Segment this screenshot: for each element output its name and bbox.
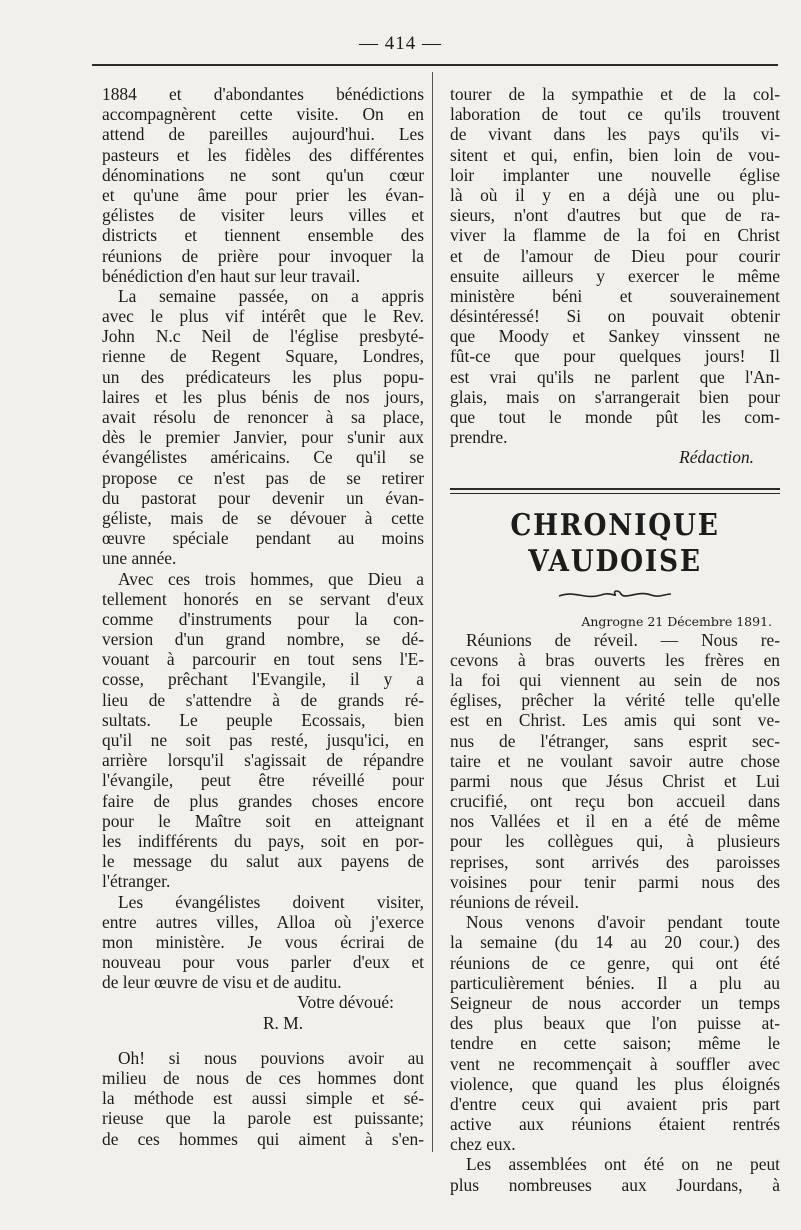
text-line: sultats. Le peuple Ecossais, bien [102, 709, 424, 730]
text-line: nos Vallées et il en a été de même [450, 811, 780, 832]
text-line: vouant à parcourir en tout sens l'E- [102, 649, 424, 670]
text-line: faire de plus grandes choses encore [102, 790, 424, 811]
header-rule [92, 64, 778, 66]
text-line: Les évangélistes doivent visiter, [118, 891, 424, 912]
paragraph [102, 569, 424, 892]
text-line: l'évangile, peut être réveillé pour [102, 770, 424, 791]
text-line: du pastorat pour devenir un évan- [102, 487, 424, 508]
text-line: nouveau pour vous parler d'eux et [102, 952, 424, 973]
text-line: qu'il ne soit pas resté, jusqu'ici, en [102, 730, 424, 750]
text-line: viver la flamme de la foi en Christ [450, 225, 780, 246]
text-line: tellement honorés en se servant d'eux [102, 588, 424, 609]
text-line: gélistes de visiter leurs villes et [102, 205, 424, 226]
text-line: œuvre spéciale pendant au moins [102, 528, 424, 549]
section-double-rule [450, 488, 780, 494]
text-line: cosse, prêchant l'Evangile, il y a [102, 669, 424, 690]
text-line: des plus beaux que l'on puisse at- [450, 1013, 780, 1034]
text-line: fût-ce que pour quelques jours! Il [450, 346, 780, 367]
text-line: Oh! si nous pouvions avoir au [118, 1047, 424, 1068]
text-line: pour les collègues qui, à plusieurs [450, 831, 780, 852]
text-line: particulièrement bénies. Il a plu au [450, 972, 780, 993]
signoff-line-2: R. M. [262, 1012, 304, 1033]
text-line: voisines pour tenir parmi nous des [450, 871, 780, 892]
text-line: et qu'une âme pour prier les évan- [102, 184, 424, 205]
text-line: l'étranger. [102, 871, 171, 892]
text-line: glais, mais on s'arrangerait bien pour [450, 386, 780, 407]
text-line: Avec ces trois hommes, que Dieu a [118, 568, 424, 589]
text-line: de leur œuvre de visu et de auditu. [102, 972, 342, 993]
text-line: églises, prêcher la vérité telle qu'elle [450, 690, 780, 711]
text-line: Les assemblées ont été on ne peut [466, 1154, 780, 1175]
text-line: entre autres villes, Alloa où j'exerce [102, 911, 424, 932]
text-line: réunions de ce genre, qui ont été [450, 952, 780, 973]
column-divider [432, 72, 433, 1152]
text-line: lieu de s'attendre à de grands ré- [102, 689, 424, 710]
text-line: que tout le monde pût les com- [450, 407, 780, 427]
text-line: la foi qui viennent au sein de nos [450, 669, 780, 690]
text-line: districts et tiennent ensemble des [102, 225, 424, 246]
dateline: Angrogne 21 Décembre 1891. [581, 613, 772, 629]
text-line: Seigneur de nous accorder un temps [450, 992, 780, 1013]
text-line: nus de l'étranger, sans esprit sec- [450, 730, 780, 751]
text-line: cevons à bras ouverts les frères en [450, 649, 780, 670]
signoff-line-1: Votre dévoué: [297, 992, 394, 1013]
text-line: milieu de nous de ces hommes dont [102, 1068, 424, 1088]
text-line: Réunions de réveil. — Nous re- [466, 629, 780, 650]
text-line: plus nombreuses aux Jourdans, à [450, 1174, 780, 1195]
text-line: vent ne recommençait à souffler avec [450, 1053, 780, 1074]
text-line: loir implanter une nouvelle église [450, 164, 780, 185]
text-line: là où il y en a déjà une ou plu- [450, 184, 780, 205]
text-line: le message du salut aux payens de [102, 851, 424, 872]
text-line: pour le Maître soit en atteignant [102, 810, 424, 831]
paragraph [450, 1154, 780, 1194]
right-paragraphs [450, 630, 780, 1195]
text-line: propose ce n'est pas de se retirer [102, 467, 424, 488]
text-line: une année. [102, 548, 177, 569]
text-line: avait résolu de renoncer à sa place, [102, 407, 424, 427]
text-line: les indifférents du pays, soit en por- [102, 830, 424, 851]
text-line: crucifié, ont reçu bon accueil dans [450, 791, 780, 812]
text-line: réunions de réveil. [450, 892, 579, 912]
text-line: prendre. [450, 427, 508, 448]
text-line: taire et ne voulant savoir autre chose [450, 750, 780, 771]
text-line: avec le plus vif intérêt que le Rev. [102, 306, 424, 327]
text-line: que Moody et Sankey vinssent ne [450, 326, 780, 347]
text-line: 1884 et d'abondantes bénédictions [102, 84, 424, 104]
text-line: dès le premier Janvier, pour s'unir aux [102, 427, 424, 448]
text-line: accompagnèrent cette visite. On en [102, 104, 424, 125]
text-line: la méthode est aussi simple et sé- [102, 1088, 424, 1109]
text-line: et de l'amour de Dieu pour courir [450, 245, 780, 266]
text-line: un des prédicateurs les plus popu- [102, 366, 424, 387]
paragraph [450, 912, 780, 1154]
section-title: CHRONIQUE VAUDOISE [510, 507, 720, 579]
text-line: John N.c Neil de l'église presbyté- [102, 326, 424, 347]
continued-paragraph [450, 84, 780, 447]
text-line: réunions de prière pour invoquer la [102, 245, 424, 266]
spacer [102, 1033, 424, 1048]
text-line: parmi nous que Jésus Christ et Lui [450, 770, 780, 791]
text-line: de ces hommes qui aiment à s'en- [102, 1128, 424, 1149]
text-line: version d'un grand nombre, se dé- [102, 629, 424, 650]
text-line: dénominations ne sont qu'un cœur [102, 164, 424, 185]
text-line: comme d'instruments pour la con- [102, 608, 424, 629]
text-line: laboration de tout ce qu'ils trouvent [450, 104, 780, 125]
text-line: mon ministère. Je vous écrirai de [102, 931, 424, 952]
text-line: la semaine (du 14 au 20 cour.) des [450, 932, 780, 953]
text-line: Nous venons d'avoir pendant toute [466, 912, 780, 933]
page-number: — 414 — [359, 33, 442, 54]
text-line: sieurs, n'ont d'autres but que de ra- [450, 205, 780, 226]
ornament-flourish-icon [555, 588, 675, 602]
text-line: arrière lorsqu'il s'agissait de répandre [102, 750, 424, 771]
text-line: est en Christ. Les amis qui sont ve- [450, 710, 780, 731]
text-line: chez eux. [450, 1134, 516, 1155]
text-line: attend de pareilles aujourd'hui. Les [102, 124, 424, 145]
text-line: d'entre ceux qui avaient pris part [450, 1093, 780, 1114]
text-line: évangélistes américains. Ce qu'il se [102, 447, 424, 468]
editorial-signature: Rédaction. [679, 447, 754, 468]
text-line: désintéressé! Si on pouvait obtenir [450, 306, 780, 327]
text-line: sitent et qui, enfin, bien loin de vou- [450, 144, 780, 165]
text-line: bénédiction d'en haut sur leur travail. [102, 265, 361, 286]
paragraph [450, 630, 780, 913]
left-column [102, 84, 424, 1149]
text-line: laires et les plus bénis de nos jours, [102, 386, 424, 407]
text-line: rieuse que la parole est puissante; [102, 1108, 424, 1129]
text-line: reprises, sont arrivés des paroisses [450, 851, 780, 872]
text-line: ensuite ailleurs y exercer le même [450, 265, 780, 286]
text-line: géliste, mais de se dévouer à cette [102, 507, 424, 528]
text-line: de vivant dans les pays qu'ils vi- [450, 124, 780, 145]
text-line: tourer de la sympathie et de la col- [450, 84, 780, 104]
paragraph [102, 286, 424, 569]
text-line: pasteurs et les fidèles des différentes [102, 144, 424, 165]
text-line: violence, que quand les plus éloignés [450, 1073, 780, 1094]
text-line: est vrai qu'ils ne parlent que l'An- [450, 366, 780, 387]
text-line: rienne de Regent Square, Londres, [102, 346, 424, 367]
paragraph [102, 84, 424, 286]
final-paragraph [102, 1048, 424, 1149]
right-column [450, 84, 780, 1195]
left-paragraphs [102, 84, 424, 992]
text-line: La semaine passée, on a appris [118, 285, 424, 306]
text-line: ministère béni et souverainement [450, 285, 780, 306]
paragraph [102, 892, 424, 993]
text-line: tendre en cette saison; même le [450, 1033, 780, 1054]
text-line: active aux réunions étaient rentrés [450, 1114, 780, 1135]
